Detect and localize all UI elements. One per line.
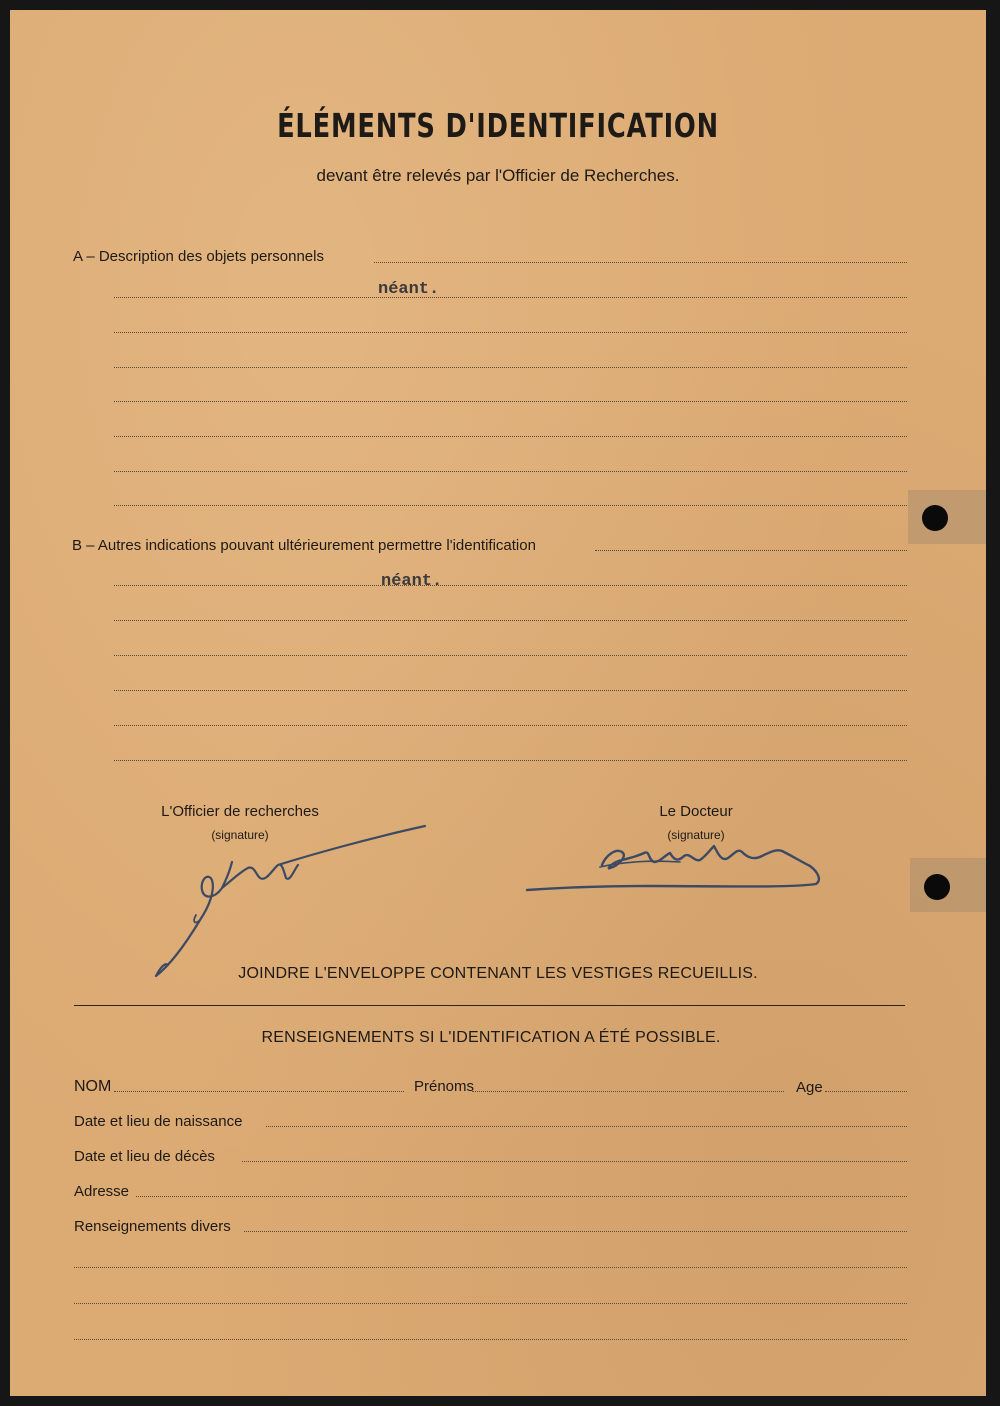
identification-heading: RENSEIGNEMENTS SI L'IDENTIFICATION A ÉTÉ POSSIBLE. (261, 1029, 721, 1046)
nom-field-line (114, 1091, 404, 1092)
doctor-signature-caption: (signature) (667, 828, 725, 842)
handwritten-signatures (10, 10, 986, 1010)
envelope-note: JOINDRE L'ENVELOPPE CONTENANT LES VESTIGES RECUEILLIS. (238, 965, 758, 982)
divers-field-line (244, 1231, 907, 1232)
officer-signature-label: L'Officier de recherches (161, 803, 319, 820)
punch-hole (922, 505, 948, 531)
section-a-label: A – Description des objets personnels (73, 248, 324, 265)
section-a-typed-value: néant. (378, 280, 440, 299)
divers-field-line (74, 1303, 907, 1304)
officer-signature (156, 826, 425, 976)
document-page (10, 10, 986, 1396)
doctor-signature (527, 846, 819, 890)
section-b-label: B – Autres indications pouvant ultérieurement permettre l'identification (72, 537, 536, 554)
prenoms-field-line (472, 1091, 784, 1092)
adresse-field-line (136, 1196, 907, 1197)
age-label: Age (796, 1079, 823, 1096)
divers-label: Renseignements divers (74, 1218, 231, 1235)
section-b-typed-value: néant. (381, 572, 443, 591)
document-subtitle: devant être relevés par l'Officier de Recherches. (316, 166, 680, 185)
section-divider (74, 1005, 905, 1006)
divers-field-line (74, 1339, 907, 1340)
naissance-label: Date et lieu de naissance (74, 1113, 243, 1130)
doctor-signature-label: Le Docteur (659, 803, 733, 820)
age-field-line (825, 1091, 907, 1092)
document-title: ÉLÉMENTS D'IDENTIFICATION (277, 106, 719, 145)
deces-field-line (242, 1161, 907, 1162)
punch-hole (924, 874, 950, 900)
nom-label: NOM (74, 1078, 112, 1095)
adresse-label: Adresse (74, 1183, 130, 1200)
prenoms-label: Prénoms (414, 1078, 475, 1095)
divers-field-line (74, 1267, 907, 1268)
naissance-field-line (266, 1126, 907, 1127)
officer-signature-caption: (signature) (211, 828, 269, 842)
deces-label: Date et lieu de décès (74, 1148, 215, 1165)
